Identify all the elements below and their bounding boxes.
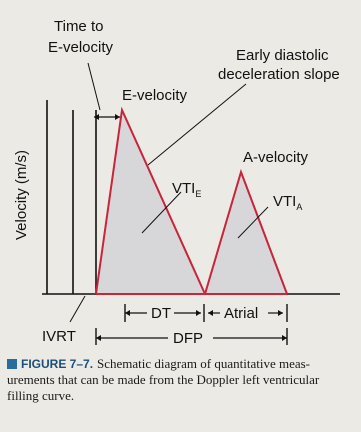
- atrial-label: Atrial: [224, 305, 259, 322]
- vti-a-label: $VTI_A$: [273, 193, 303, 212]
- arrowhead: [115, 114, 120, 120]
- vti-e-label: $VTI_E$: [172, 180, 202, 199]
- early-diastolic-label-line1: Early diastolic: [236, 47, 329, 64]
- ivrt-label: IVRT: [42, 328, 76, 345]
- time-to-label-line2: E-velocity: [48, 39, 114, 56]
- arrowhead: [125, 310, 130, 316]
- arrowhead: [282, 335, 287, 341]
- caption-line-1: [7, 356, 359, 372]
- dfp-label: DFP: [173, 330, 203, 345]
- caption-line-2: urements that can be made from the Doppler left ventricular: [7, 372, 320, 387]
- arrowhead: [278, 310, 283, 316]
- ivrt-leader: [70, 296, 85, 322]
- time-to-label-line1: Time to: [54, 18, 104, 35]
- arrowhead: [196, 310, 201, 316]
- figure-label: FIGURE 7–7.: [21, 357, 94, 371]
- arrowhead: [208, 310, 213, 316]
- caption-line-3: filling curve.: [7, 388, 75, 403]
- a-wave-area: [205, 172, 287, 294]
- time-to-e-leader: [88, 63, 100, 110]
- early-diastolic-label-line2: deceleration slope: [218, 66, 340, 83]
- caption-text-1: Schematic diagram of quantitative meas-: [97, 356, 311, 371]
- e-wave-area: [96, 110, 205, 294]
- y-axis-label: Velocity (m/s): [13, 149, 30, 240]
- figure-caption: [7, 356, 359, 404]
- dt-label: DT: [151, 305, 171, 322]
- e-velocity-label: E-velocity: [122, 87, 188, 104]
- figure-marker-icon: [7, 359, 17, 369]
- a-velocity-label: A-velocity: [243, 149, 309, 166]
- arrowhead: [96, 335, 101, 341]
